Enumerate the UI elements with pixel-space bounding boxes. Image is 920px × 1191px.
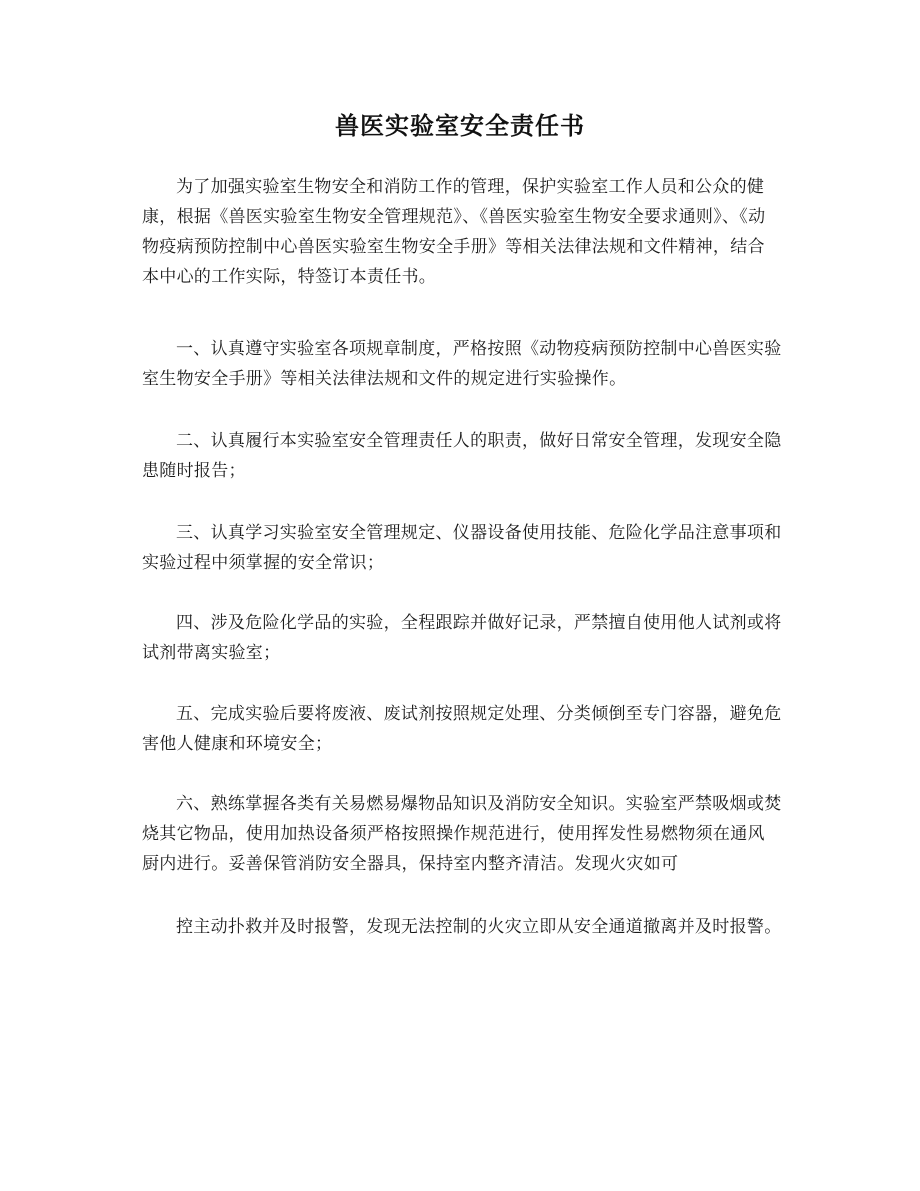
clause-5: 五、完成实验后要将废液、废试剂按照规定处理、分类倾倒至专门容器，避免危害他人健康和环境安全； — [142, 704, 782, 754]
clause-2: 二、认真履行本实验室安全管理责任人的职责，做好日常安全管理，发现安全隐患随时报告； — [142, 431, 782, 481]
clause-6-continued: 控主动扑救并及时报警，发现无法控制的火灾立即从安全通道撤离并及时报警。 — [176, 917, 782, 937]
intro-paragraph: 为了加强实验室生物安全和消防工作的管理，保护实验室工作人员和公众的健康，根据《兽医实验室生物安全管理规范》、《兽医实验室生物安全要求通则》、《动物疫病预防控制中心兽医实验室生物安全手册》等相关法律法规和文件精神，结合本中心的工作实际，特签订本责任书。 — [142, 177, 766, 287]
document-title: 兽医实验室安全责任书 — [335, 112, 585, 140]
clause-6: 六、熟练掌握各类有关易燃易爆物品知识及消防安全知识。实验室严禁吸烟或焚烧其它物品，使用加热设备须严格按照操作规范进行，使用挥发性易燃物须在通风厨内进行。妥善保管消防安全器具，保持室内整齐清洁。发现火灾如可 — [142, 794, 782, 874]
clause-3: 三、认真学习实验室安全管理规定、仪器设备使用技能、危险化学品注意事项和实验过程中须掌握的安全常识； — [142, 523, 782, 573]
clause-4: 四、涉及危险化学品的实验，全程跟踪并做好记录，严禁擅自使用他人试剂或将试剂带离实验室； — [142, 613, 782, 663]
clause-1: 一、认真遵守实验室各项规章制度，严格按照《动物疫病预防控制中心兽医实验室生物安全手册》等相关法律法规和文件的规定进行实验操作。 — [142, 339, 782, 389]
